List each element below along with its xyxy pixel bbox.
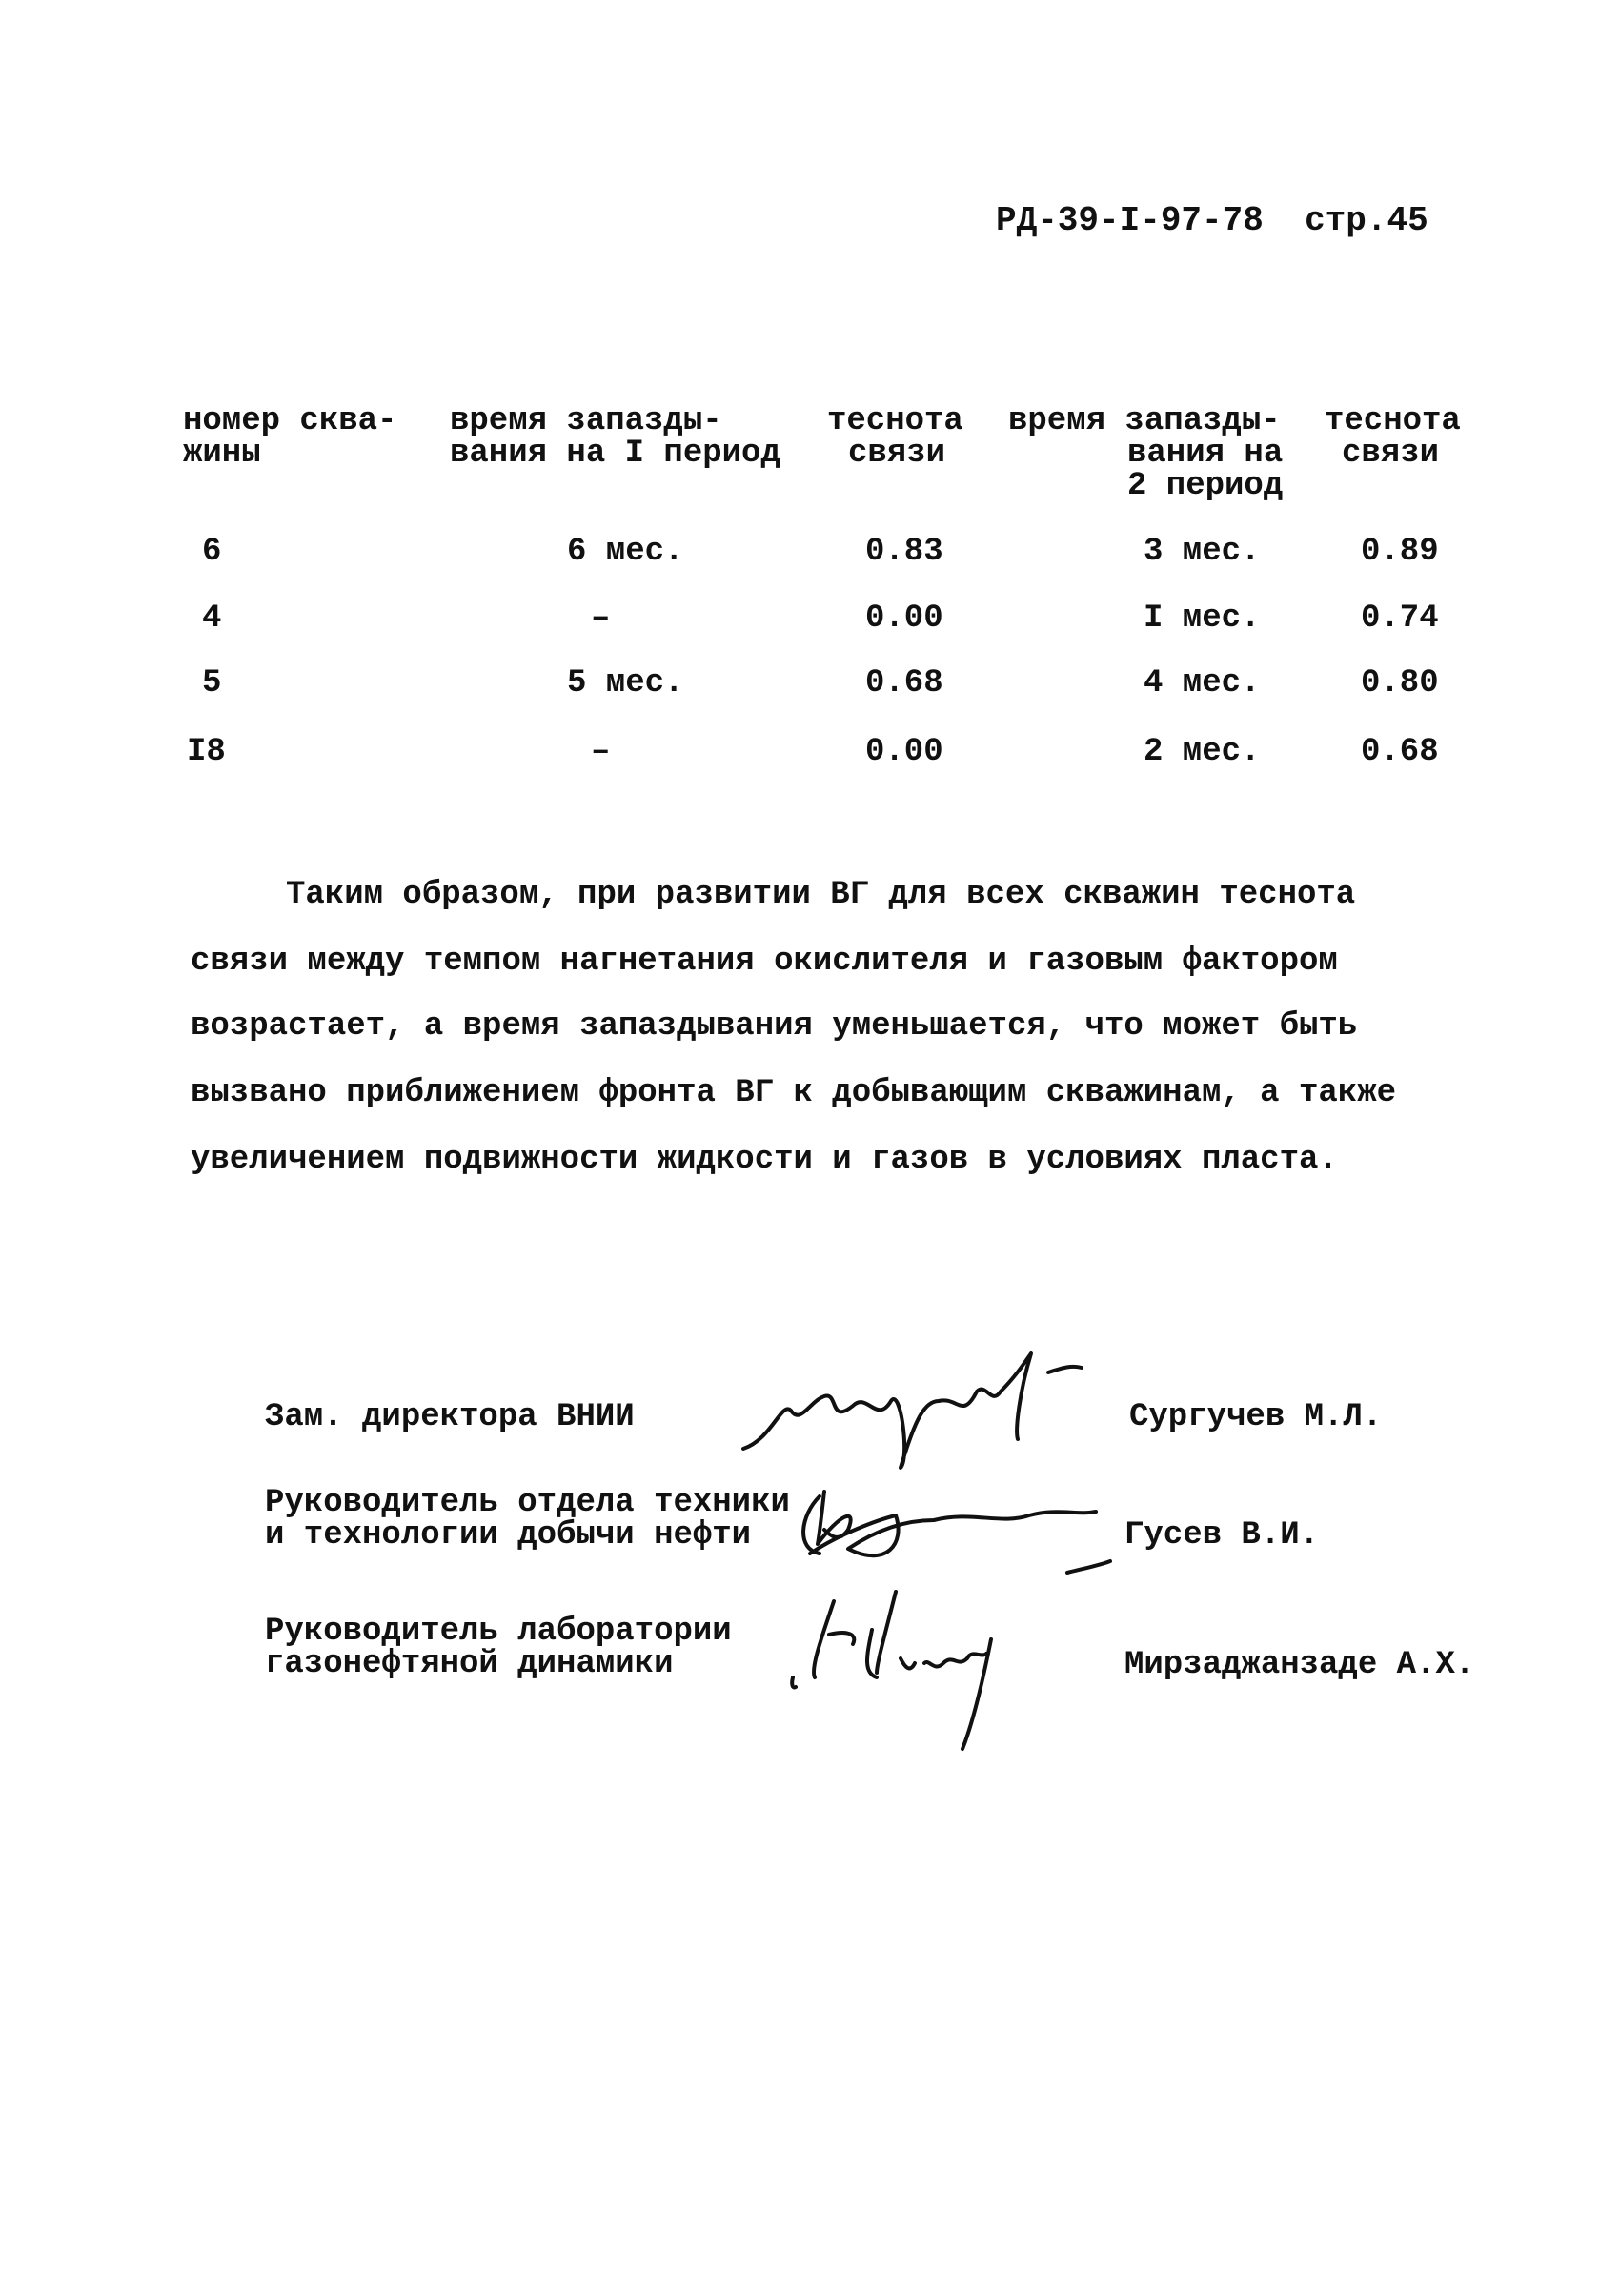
signatory-title: Зам. директора ВНИИ bbox=[265, 1399, 635, 1435]
signatory-name: Мирзаджанзаде А.Х. bbox=[1124, 1647, 1475, 1683]
paragraph-line: увеличением подвижности жидкости и газов в условиях пласта. bbox=[191, 1142, 1338, 1178]
cell-delay-2: 4 мес. bbox=[1144, 665, 1261, 701]
cell-corr-1: 0.00 bbox=[865, 734, 943, 770]
paragraph-line: связи между темпом нагнетания окислителя и газовым фактором bbox=[191, 944, 1338, 980]
cell-delay-1: 6 мес. bbox=[567, 534, 684, 570]
document-code: РД-39-I-97-78 стр.45 bbox=[996, 201, 1428, 240]
cell-corr-1: 0.83 bbox=[865, 534, 943, 570]
cell-corr-2: 0.80 bbox=[1361, 665, 1439, 701]
cell-delay-2: I мес. bbox=[1144, 600, 1261, 637]
cell-corr-2: 0.74 bbox=[1361, 600, 1439, 637]
cell-well: 4 bbox=[202, 600, 222, 637]
column-header-well-number: номер сква- жины bbox=[183, 403, 397, 472]
handwritten-signature bbox=[781, 1582, 1105, 1754]
column-header-correlation-2: теснота связи bbox=[1325, 403, 1461, 472]
column-header-correlation-1: теснота связи bbox=[827, 403, 963, 472]
cell-delay-1: – bbox=[591, 734, 611, 770]
cell-well: 6 bbox=[202, 534, 222, 570]
paragraph-line: вызвано приближением фронта ВГ к добывающим скважинам, а также bbox=[191, 1075, 1397, 1111]
cell-corr-1: 0.68 bbox=[865, 665, 943, 701]
cell-well: 5 bbox=[202, 665, 222, 701]
cell-corr-2: 0.68 bbox=[1361, 734, 1439, 770]
signatory-name: Сургучев М.Л. bbox=[1129, 1399, 1383, 1435]
cell-delay-2: 3 мес. bbox=[1144, 534, 1261, 570]
cell-delay-2: 2 мес. bbox=[1144, 734, 1261, 770]
column-header-delay-period-2: время запазды- вания на 2 период bbox=[1008, 403, 1284, 504]
paragraph-line: Таким образом, при развитии ВГ для всех скважин теснота bbox=[286, 877, 1356, 913]
cell-delay-1: 5 мес. bbox=[567, 665, 684, 701]
signatory-name: Гусев В.И. bbox=[1124, 1517, 1320, 1554]
paragraph-line: возрастает, а время запаздывания уменьшается, что может быть bbox=[191, 1008, 1358, 1045]
signatory-title: Руководитель лаборатории газонефтяной динамики bbox=[265, 1614, 732, 1682]
cell-delay-1: – bbox=[591, 600, 611, 637]
cell-corr-2: 0.89 bbox=[1361, 534, 1439, 570]
column-header-delay-period-1: время запазды- вания на I период bbox=[450, 403, 780, 472]
cell-well: I8 bbox=[187, 734, 226, 770]
signatory-title: Руководитель отдела техники и технологии добычи нефти bbox=[265, 1485, 790, 1554]
handwritten-signature bbox=[734, 1334, 1134, 1477]
cell-corr-1: 0.00 bbox=[865, 600, 943, 637]
handwritten-signature bbox=[781, 1477, 1134, 1582]
